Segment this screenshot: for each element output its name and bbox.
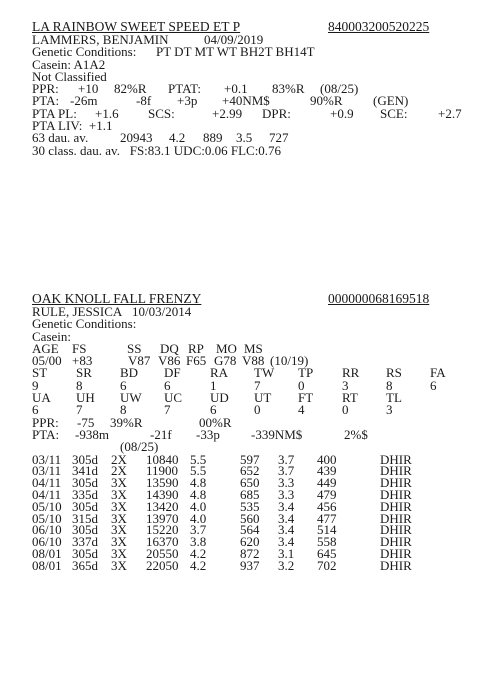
lact-date: 08/01	[32, 545, 62, 561]
ppr-reliability: 39%R	[110, 414, 143, 430]
linear-value: 7	[164, 402, 171, 418]
lact-fat-pct: 3.8	[190, 534, 207, 550]
trait-header: MO	[216, 340, 237, 356]
linear-value: 7	[76, 402, 83, 418]
casein: Casein:	[32, 328, 71, 344]
lact-protein-lbs: 449	[317, 475, 337, 491]
lact-milk: 20550	[146, 545, 179, 561]
linear-value: 7	[254, 377, 261, 393]
linear-header-row-2	[32, 392, 472, 404]
lact-source: DHIR	[380, 463, 412, 479]
lact-milkings: 3X	[111, 498, 127, 514]
lact-milk: 22050	[146, 557, 179, 573]
lact-milkings: 3X	[111, 545, 127, 561]
ppr-value: -75	[77, 414, 95, 430]
genetic-conditions-value: PT DT MT WT BH2T BH14T	[156, 44, 315, 60]
lact-milk: 14390	[146, 486, 179, 502]
lact-fat-lbs: 597	[240, 451, 260, 467]
trait-header: SS	[127, 340, 142, 356]
lact-days: 305d	[72, 451, 98, 467]
lact-protein-pct: 3.4	[278, 522, 295, 538]
lact-protein-pct: 3.7	[278, 451, 295, 467]
linear-header: UA	[32, 390, 51, 406]
linear-value: 6	[32, 402, 39, 418]
lact-date: 04/11	[32, 475, 62, 491]
linear-value: 8	[76, 377, 83, 393]
trait-value: V86	[158, 353, 181, 369]
pta-label: PTA:	[32, 426, 60, 442]
trait-value: 05/00	[32, 353, 62, 369]
lact-fat-pct: 4.8	[190, 486, 207, 502]
linear-value: 6	[120, 377, 127, 393]
lact-date: 05/10	[32, 498, 62, 514]
lact-protein-lbs: 479	[317, 486, 337, 502]
lact-date: 05/10	[32, 510, 62, 526]
lact-days: 305d	[72, 522, 98, 538]
lact-protein-pct: 3.4	[278, 534, 295, 550]
linear-header-row-1	[32, 367, 472, 379]
lact-days: 315d	[72, 510, 98, 526]
pta-date: (08/25)	[120, 439, 159, 455]
trait-date: (10/19)	[270, 353, 309, 369]
ppr-reliability: 82%R	[114, 81, 147, 97]
dpr-value: +0.9	[330, 105, 354, 121]
lact-date: 03/11	[32, 451, 62, 467]
lact-milk: 15220	[146, 522, 179, 538]
lact-milkings: 3X	[111, 522, 127, 538]
lact-protein-lbs: 400	[317, 451, 337, 467]
trait-value: F65	[186, 353, 207, 369]
linear-header: TL	[386, 390, 402, 406]
pta-protein: +3p	[177, 93, 198, 109]
lact-milk: 11900	[146, 463, 179, 479]
lact-milkings: 3X	[111, 475, 127, 491]
lact-protein-pct: 3.4	[278, 498, 295, 514]
linear-header: RA	[210, 365, 229, 381]
pta-milk: -26m	[70, 93, 98, 109]
lact-date: 06/10	[32, 522, 62, 538]
lact-fat-lbs: 620	[240, 534, 260, 550]
lact-milkings: 3X	[111, 510, 127, 526]
linear-value: 1	[210, 377, 217, 393]
lact-milkings: 3X	[111, 534, 127, 550]
trait-value: V88	[242, 353, 265, 369]
lact-fat-pct: 3.7	[190, 522, 207, 538]
record-date: 04/09/2019	[204, 32, 264, 47]
casein: Casein: A1A2	[32, 56, 106, 72]
lact-date: 08/01	[32, 557, 62, 573]
lact-source: DHIR	[380, 498, 412, 514]
dpr-label: DPR:	[262, 105, 291, 121]
lact-source: DHIR	[380, 475, 412, 491]
lact-fat-lbs: 685	[240, 486, 260, 502]
lact-milkings: 2X	[111, 451, 127, 467]
ptat-reliability: 00%R	[199, 414, 232, 430]
lact-fat-lbs: 535	[240, 498, 260, 514]
ppr-value: +10	[78, 81, 99, 97]
linear-header: FA	[430, 365, 446, 381]
linear-header: TP	[298, 365, 314, 381]
linear-value: 3	[386, 402, 393, 418]
linear-header: ST	[32, 365, 48, 381]
lact-fat-lbs: 560	[240, 510, 260, 526]
lact-fat-pct: 4.2	[190, 557, 207, 573]
lact-source: DHIR	[380, 545, 412, 561]
linear-header: UW	[120, 390, 142, 406]
lact-protein-lbs: 477	[317, 510, 337, 526]
record-1	[32, 20, 472, 157]
linear-header: RS	[386, 365, 402, 381]
registration-number: 000000068169518	[328, 291, 430, 306]
lact-fat-pct: 4.0	[190, 498, 207, 514]
lact-protein-pct: 3.1	[278, 545, 295, 561]
lact-fat-lbs: 652	[240, 463, 260, 479]
linear-header: RT	[342, 390, 358, 406]
linear-value-row-2	[32, 404, 472, 416]
pta-net-merit: -339NM$	[251, 426, 303, 442]
lact-days: 305d	[72, 475, 98, 491]
owner-name: RULE, JESSICA	[32, 304, 123, 319]
linear-value: 4	[298, 402, 305, 418]
lact-protein-lbs: 514	[317, 522, 337, 538]
linear-header: RR	[342, 365, 360, 381]
lact-date: 03/11	[32, 463, 62, 479]
classified-daughter-average: 30 class. dau. av. FS:83.1 UDC:0.06 FLC:0.76	[32, 142, 282, 158]
lact-protein-lbs: 558	[317, 534, 337, 550]
lactation-table	[32, 451, 472, 573]
genetic-conditions-label: Genetic Conditions:	[32, 316, 137, 332]
lact-fat-lbs: 650	[240, 475, 260, 491]
lact-source: DHIR	[380, 451, 412, 467]
lact-days: 305d	[72, 545, 98, 561]
ppr-label: PPR:	[32, 414, 59, 430]
trait-header: FS	[72, 340, 87, 356]
linear-header: BD	[120, 365, 139, 381]
lact-source: DHIR	[380, 557, 412, 573]
pta-line	[32, 426, 472, 442]
ptat-date: (08/25)	[320, 81, 359, 97]
lact-protein-pct: 3.3	[278, 475, 295, 491]
lact-protein-lbs: 702	[317, 557, 337, 573]
lact-source: DHIR	[380, 534, 412, 550]
scs-label: SCS:	[148, 105, 175, 121]
ptat-reliability: 83%R	[272, 81, 305, 97]
pta-reliability: 2%$	[344, 426, 368, 442]
lact-days: 365d	[72, 557, 98, 573]
classification-status: Not Classified	[32, 68, 107, 84]
linear-value: 0	[298, 377, 305, 393]
trait-header: MS	[244, 340, 263, 356]
pta-fat: -8f	[136, 93, 152, 109]
daughter-fat-pct: 4.2	[169, 130, 186, 146]
daughter-milk: 20943	[120, 130, 153, 146]
lact-milk: 10840	[146, 451, 179, 467]
trait-value: +83	[72, 353, 93, 369]
lact-protein-lbs: 645	[317, 545, 337, 561]
daughter-protein-pct: 3.5	[236, 130, 253, 146]
pta-reliability: 90%R	[310, 93, 343, 109]
daughter-protein-lbs: 727	[269, 130, 289, 146]
lact-source: DHIR	[380, 522, 412, 538]
lact-fat-pct: 5.5	[190, 451, 207, 467]
lact-fat-lbs: 872	[240, 545, 260, 561]
lact-milkings: 2X	[111, 463, 127, 479]
linear-value: 0	[254, 402, 261, 418]
linear-header: SR	[76, 365, 92, 381]
pta-milk: -938m	[75, 426, 109, 442]
sce-value: +2.7	[438, 105, 462, 121]
daughter-average-label: 63 dau. av.	[32, 130, 89, 146]
lact-milk: 13590	[146, 475, 179, 491]
linear-header: FT	[298, 390, 314, 406]
lact-protein-lbs: 439	[317, 463, 337, 479]
record-2	[32, 292, 472, 572]
lact-milk: 13970	[146, 510, 179, 526]
linear-value-row-1	[32, 377, 472, 393]
linear-value: 0	[342, 402, 349, 418]
pta-net-merit: +40NM$	[222, 93, 270, 109]
linear-value: 6	[430, 377, 437, 393]
lact-fat-pct: 4.2	[190, 545, 207, 561]
pta-protein: -33p	[196, 426, 220, 442]
lact-protein-pct: 3.2	[278, 557, 295, 573]
trait-value: V87	[128, 353, 151, 369]
linear-value: 3	[342, 377, 349, 393]
pta-fat: -21f	[150, 426, 172, 442]
ptat-value: +0.1	[224, 81, 248, 97]
lact-source: DHIR	[380, 486, 412, 502]
lact-protein-pct: 3.4	[278, 510, 295, 526]
pta-livability: PTA LIV: +1.1	[32, 118, 113, 134]
pta-label: PTA:	[32, 93, 60, 109]
lact-fat-lbs: 564	[240, 522, 260, 538]
linear-value: 9	[32, 377, 39, 393]
lact-milkings: 3X	[111, 557, 127, 573]
trait-value: G78	[214, 353, 237, 369]
lact-days: 341d	[72, 463, 98, 479]
sce-label: SCE:	[380, 105, 408, 121]
linear-header: DF	[164, 365, 181, 381]
animal-name: LA RAINBOW SWEET SPEED ET P	[32, 19, 241, 34]
lact-days: 337d	[72, 534, 98, 550]
lact-fat-pct: 5.5	[190, 463, 207, 479]
lact-protein-pct: 3.3	[278, 486, 295, 502]
lact-milk: 16370	[146, 534, 179, 550]
lact-source: DHIR	[380, 510, 412, 526]
lact-fat-pct: 4.0	[190, 510, 207, 526]
trait-header: RP	[188, 340, 204, 356]
lact-protein-pct: 3.7	[278, 463, 295, 479]
linear-value: 6	[164, 377, 171, 393]
linear-value: 8	[120, 402, 127, 418]
lact-milkings: 3X	[111, 486, 127, 502]
animal-name: OAK KNOLL FALL FRENZY	[32, 291, 202, 306]
lact-days: 335d	[72, 486, 98, 502]
lact-fat-lbs: 937	[240, 557, 260, 573]
linear-header: UT	[254, 390, 272, 406]
linear-header: TW	[254, 365, 275, 381]
trait-header: AGE	[32, 340, 59, 356]
lact-days: 305d	[72, 498, 98, 514]
linear-header: UH	[76, 390, 95, 406]
pta-source: (GEN)	[373, 93, 409, 109]
lact-milk: 13420	[146, 498, 179, 514]
linear-header: UC	[164, 390, 183, 406]
lact-date: 06/10	[32, 534, 62, 550]
linear-value: 8	[386, 377, 393, 393]
ptat-label: PTAT:	[168, 81, 201, 97]
linear-value: 6	[210, 402, 217, 418]
lact-date: 04/11	[32, 486, 62, 502]
trait-header: DQ	[160, 340, 179, 356]
record-date: 10/03/2014	[132, 304, 192, 319]
pta-pl-label: PTA PL:	[32, 105, 77, 121]
genetic-conditions-label: Genetic Conditions:	[32, 44, 137, 60]
linear-header: UD	[210, 390, 229, 406]
scs-value: +2.99	[212, 105, 243, 121]
trait-value-row	[32, 355, 472, 367]
ppr-label: PPR:	[32, 81, 59, 97]
registration-number: 840003200520225	[328, 19, 430, 34]
lact-fat-pct: 4.8	[190, 475, 207, 491]
owner-name: LAMMERS, BENJAMIN	[32, 32, 169, 47]
daughter-fat-lbs: 889	[203, 130, 223, 146]
lact-protein-lbs: 456	[317, 498, 337, 514]
pta-pl-value: +1.6	[95, 105, 119, 121]
lactation-row	[32, 557, 472, 573]
